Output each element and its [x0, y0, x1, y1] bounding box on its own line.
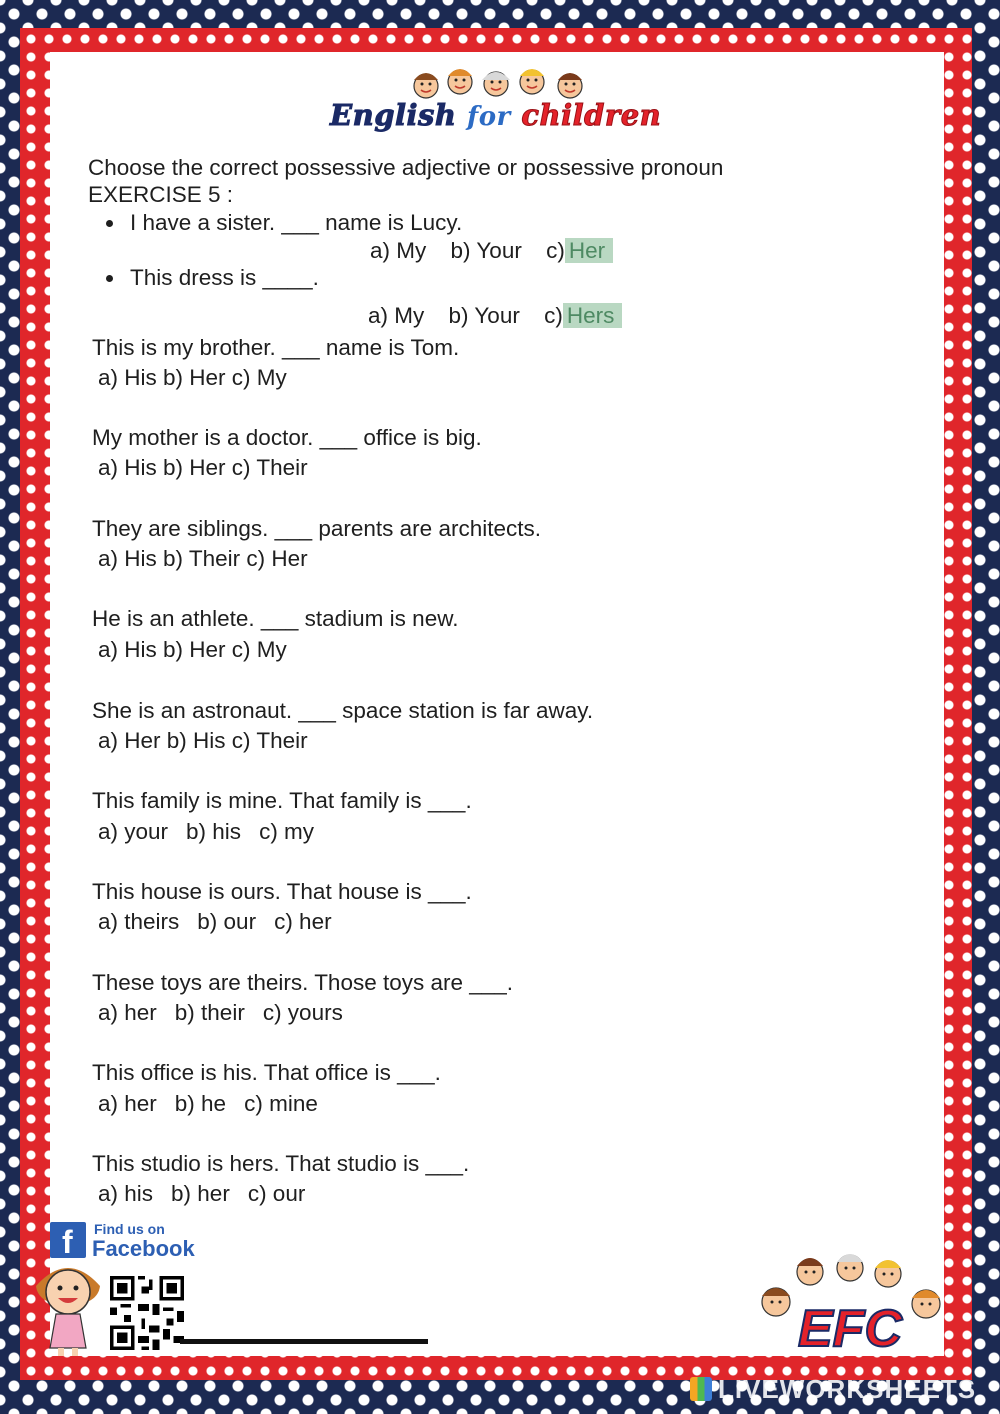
- question-sentence: He is an athlete. ___ stadium is new.: [92, 606, 459, 631]
- bullet-question-2: This dress is ____.: [130, 265, 319, 290]
- child-face-icon: [797, 1258, 823, 1285]
- watermark-text: LIVEWORKSHEETS: [718, 1374, 977, 1404]
- option-b[interactable]: b) he: [174, 1091, 227, 1116]
- option-b[interactable]: b) their: [174, 1000, 245, 1025]
- child-face-icon: [762, 1288, 790, 1316]
- option-c[interactable]: c) our: [247, 1181, 306, 1206]
- question-sentence: These toys are theirs. Those toys are ___.: [92, 970, 514, 995]
- bullet-icon: [106, 220, 113, 227]
- option-a[interactable]: a) his: [98, 1181, 154, 1206]
- efc-logo: [752, 1250, 948, 1356]
- question-options[interactable]: a) His b) Her c) My: [98, 365, 287, 390]
- option-c-selected-answer[interactable]: Hers: [563, 303, 623, 328]
- child-face-icon: [520, 69, 544, 94]
- option-b[interactable]: b) Your: [450, 238, 522, 263]
- option-c[interactable]: c) mine: [244, 1091, 318, 1116]
- child-face-icon: [837, 1254, 863, 1281]
- option-c-prefix: c): [546, 238, 565, 263]
- option-a[interactable]: a) theirs: [98, 909, 180, 934]
- child-face-icon: [558, 73, 582, 98]
- option-b[interactable]: b) her: [171, 1181, 230, 1206]
- child-face-icon: [414, 73, 438, 98]
- facebook-icon[interactable]: f: [50, 1222, 86, 1258]
- option-b[interactable]: b) our: [197, 909, 257, 934]
- question-sentence: This office is his. That office is ___.: [92, 1060, 441, 1085]
- facebook-find-us[interactable]: Find us on: [94, 1221, 165, 1237]
- question-options: [98, 818, 314, 846]
- title-word-children: children: [521, 98, 662, 132]
- bullet-question-1: I have a sister. ___ name is Lucy.: [130, 210, 463, 235]
- question-options[interactable]: a) His b) Her c) Their: [98, 455, 308, 480]
- liveworksheets-logo-icon: [690, 1377, 712, 1401]
- option-a[interactable]: a) My: [368, 303, 425, 328]
- question-options[interactable]: a) His b) Her c) My: [98, 637, 287, 662]
- question-sentence: She is an astronaut. ___ space station is far away.: [92, 698, 594, 723]
- title-word-for: for: [467, 102, 511, 132]
- girl-illustration: [28, 1256, 108, 1356]
- exercise-label: EXERCISE 5 :: [88, 182, 234, 207]
- question-sentence: This is my brother. ___ name is Tom.: [92, 335, 460, 360]
- efc-logo-text: EFC: [798, 1300, 902, 1356]
- option-b[interactable]: b) his: [186, 819, 242, 844]
- liveworksheets-watermark: [690, 1374, 976, 1404]
- option-a[interactable]: a) your: [98, 819, 169, 844]
- title-word-english: English: [330, 98, 457, 132]
- question-sentence: They are siblings. ___ parents are architects.: [92, 516, 541, 541]
- question-options: [98, 1180, 305, 1208]
- option-c-selected-answer[interactable]: Her: [565, 238, 613, 263]
- option-c[interactable]: c) my: [259, 819, 315, 844]
- bullet-question-1-options: [370, 237, 613, 265]
- question-options: [98, 999, 343, 1027]
- question-options: [98, 908, 332, 936]
- child-face-icon: [448, 69, 472, 94]
- question-sentence: This family is mine. That family is ___.: [92, 788, 472, 813]
- bullet-icon: [106, 275, 113, 282]
- child-face-icon: [482, 72, 510, 96]
- question-sentence: This house is ours. That house is ___.: [92, 879, 472, 904]
- bullet-question-2-options: [368, 302, 622, 330]
- question-options[interactable]: a) Her b) His c) Their: [98, 728, 308, 753]
- answer-underline: [180, 1339, 428, 1344]
- question-options: [98, 1090, 318, 1118]
- qr-code[interactable]: [110, 1276, 184, 1350]
- child-face-icon: [912, 1290, 940, 1318]
- question-options[interactable]: a) His b) Their c) Her: [98, 546, 308, 571]
- facebook-label[interactable]: Facebook: [92, 1236, 195, 1261]
- option-a[interactable]: a) her: [98, 1000, 157, 1025]
- option-c[interactable]: c) her: [274, 909, 332, 934]
- instructions: Choose the correct possessive adjective or possessive pronoun: [88, 155, 724, 180]
- question-sentence: My mother is a doctor. ___ office is big.: [92, 425, 482, 450]
- option-c[interactable]: c) yours: [262, 1000, 343, 1025]
- question-sentence: This studio is hers. That studio is ___.: [92, 1151, 470, 1176]
- option-a[interactable]: a) My: [370, 238, 427, 263]
- option-b[interactable]: b) Your: [448, 303, 520, 328]
- site-title: [330, 98, 670, 132]
- option-a[interactable]: a) her: [98, 1091, 157, 1116]
- option-c-prefix: c): [544, 303, 563, 328]
- child-face-icon: [875, 1260, 901, 1287]
